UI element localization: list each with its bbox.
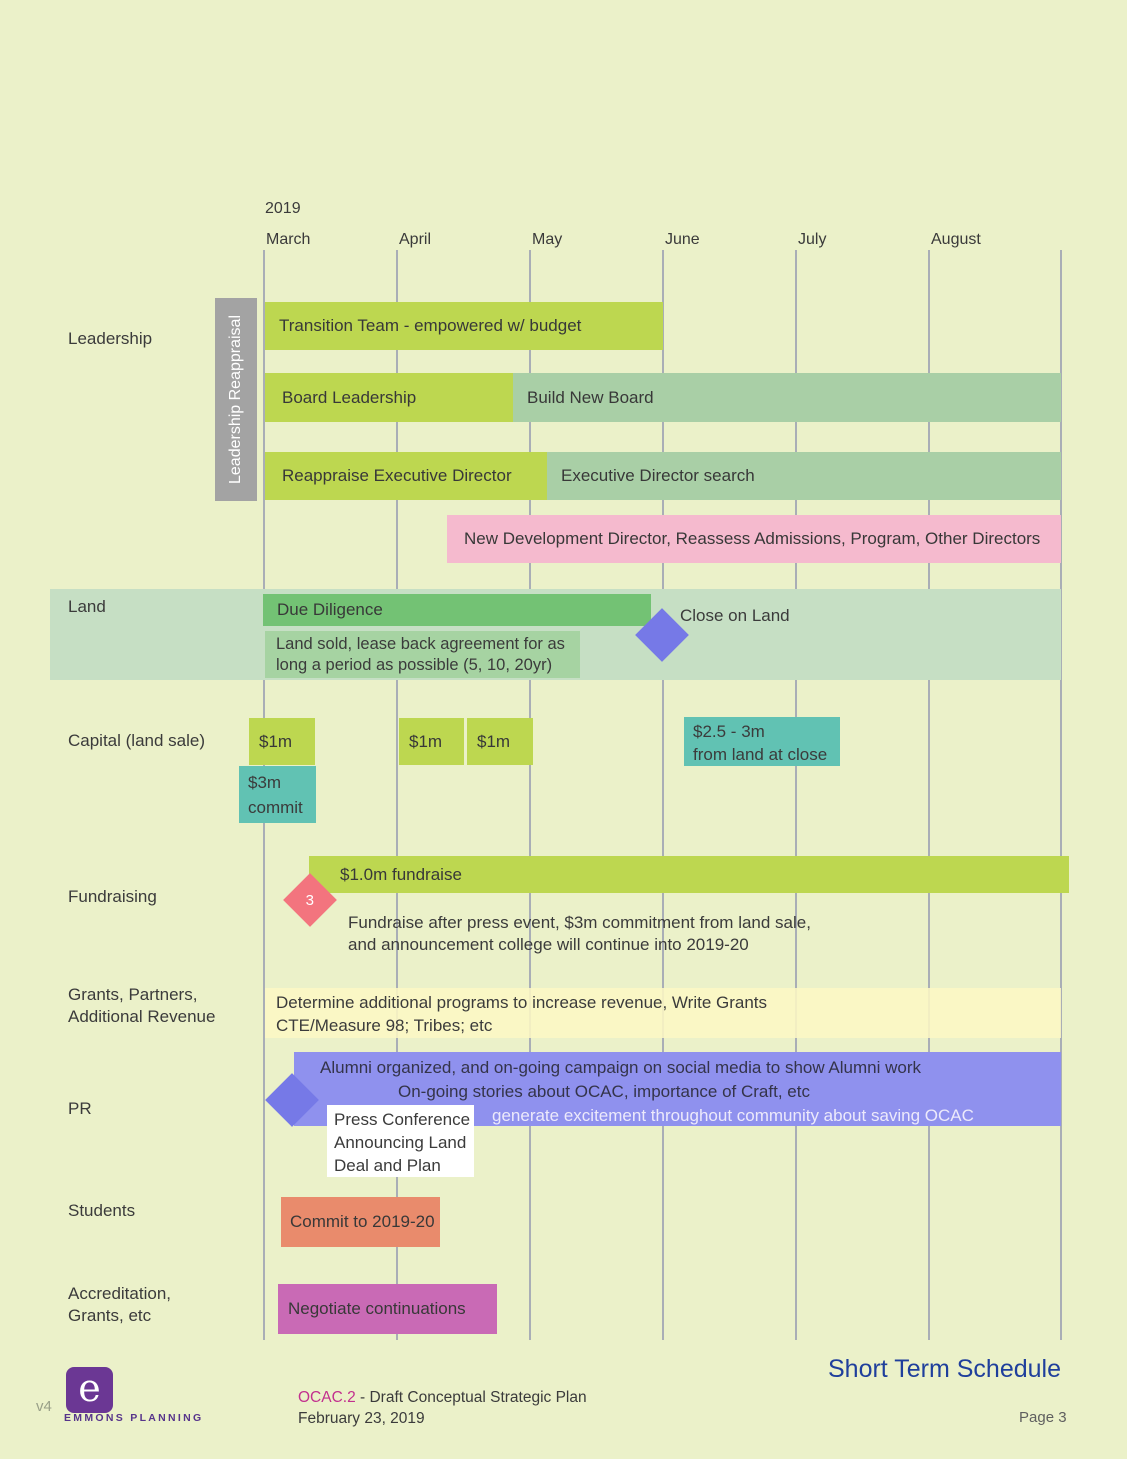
page-number: Page 3 [1019,1409,1067,1426]
logo-letter: e [78,1366,101,1410]
doc-title-line [298,1389,587,1407]
pr-line-3: generate excitement throughout community about saving OCAC [492,1106,974,1125]
bar-new-development-director: New Development Director, Reassess Admissions, Program, Other Directors [447,515,1061,563]
leadership-reappraisal-label: Leadership Reappraisal [227,315,244,484]
page-title: Short Term Schedule [828,1355,1061,1383]
capital-3m-commit-box: $3m commit [239,766,316,823]
month-label-march: March [266,231,311,248]
fundraising-milestone-number: 3 [305,891,315,909]
leadership-reappraisal-sidebar [215,298,257,501]
grants-bar: Determine additional programs to increase revenue, Write Grants CTE/Measure 98; Tribes; etc [265,988,1061,1038]
capital-land-close-box: $2.5 - 3m from land at close [684,717,840,766]
year-label: 2019 [265,200,301,217]
bar-commit-2019-20: Commit to 2019-20 [281,1197,440,1247]
bar-fundraise: $1.0m fundraise [309,856,1069,893]
emmons-planning-logo-icon [66,1367,113,1413]
bar-reappraise-executive-director: Reappraise Executive Director [265,452,547,500]
fundraising-note: Fundraise after press event, $3m commitment from land sale, and announcement college will continue into 2019-20 [348,913,811,954]
version-label: v4 [36,1398,52,1415]
doc-title: - Draft Conceptual Strategic Plan [355,1389,587,1406]
pr-line-1: Alumni organized, and on-going campaign on social media to show Alumni work [320,1058,922,1077]
row-label-grants: Grants, Partners, Additional Revenue [68,985,216,1026]
pr-line-2: On-going stories about OCAC, importance of Craft, etc [398,1082,810,1101]
bar-due-diligence: Due Diligence [263,594,651,626]
row-label-fundraising: Fundraising [68,887,157,906]
bar-build-new-board: Build New Board [513,373,1061,422]
bar-negotiate-continuations: Negotiate continuations [278,1284,497,1334]
capital-1m-box-march: $1m [249,718,315,765]
land-sold-note: Land sold, lease back agreement for as long a period as possible (5, 10, 20yr) [265,631,580,678]
doc-code: OCAC.2 [298,1389,356,1406]
capital-1m-box-may: $1m [467,718,533,765]
row-label-land: Land [68,597,106,616]
bar-board-leadership: Board Leadership [265,373,513,422]
row-label-capital: Capital (land sale) [68,731,206,750]
press-conference-note: Press Conference Announcing Land Deal and Plan [327,1105,474,1177]
logo-name: EMMONS PLANNING [64,1412,204,1424]
row-label-accreditation: Accreditation, Grants, etc [68,1284,171,1325]
month-label-may: May [532,231,563,248]
capital-1m-box-april: $1m [399,718,464,765]
doc-date: February 23, 2019 [298,1410,425,1427]
row-label-leadership: Leadership [68,329,153,348]
month-label-july: July [798,231,827,248]
month-label-june: June [665,231,700,248]
close-on-land-label: Close on Land [680,606,790,625]
row-label-students: Students [68,1201,136,1220]
bar-executive-director-search: Executive Director search [547,452,1061,500]
row-label-pr: PR [68,1099,92,1118]
month-label-august: August [931,231,981,248]
bar-transition-team: Transition Team - empowered w/ budget [265,302,663,350]
month-label-april: April [399,231,432,248]
